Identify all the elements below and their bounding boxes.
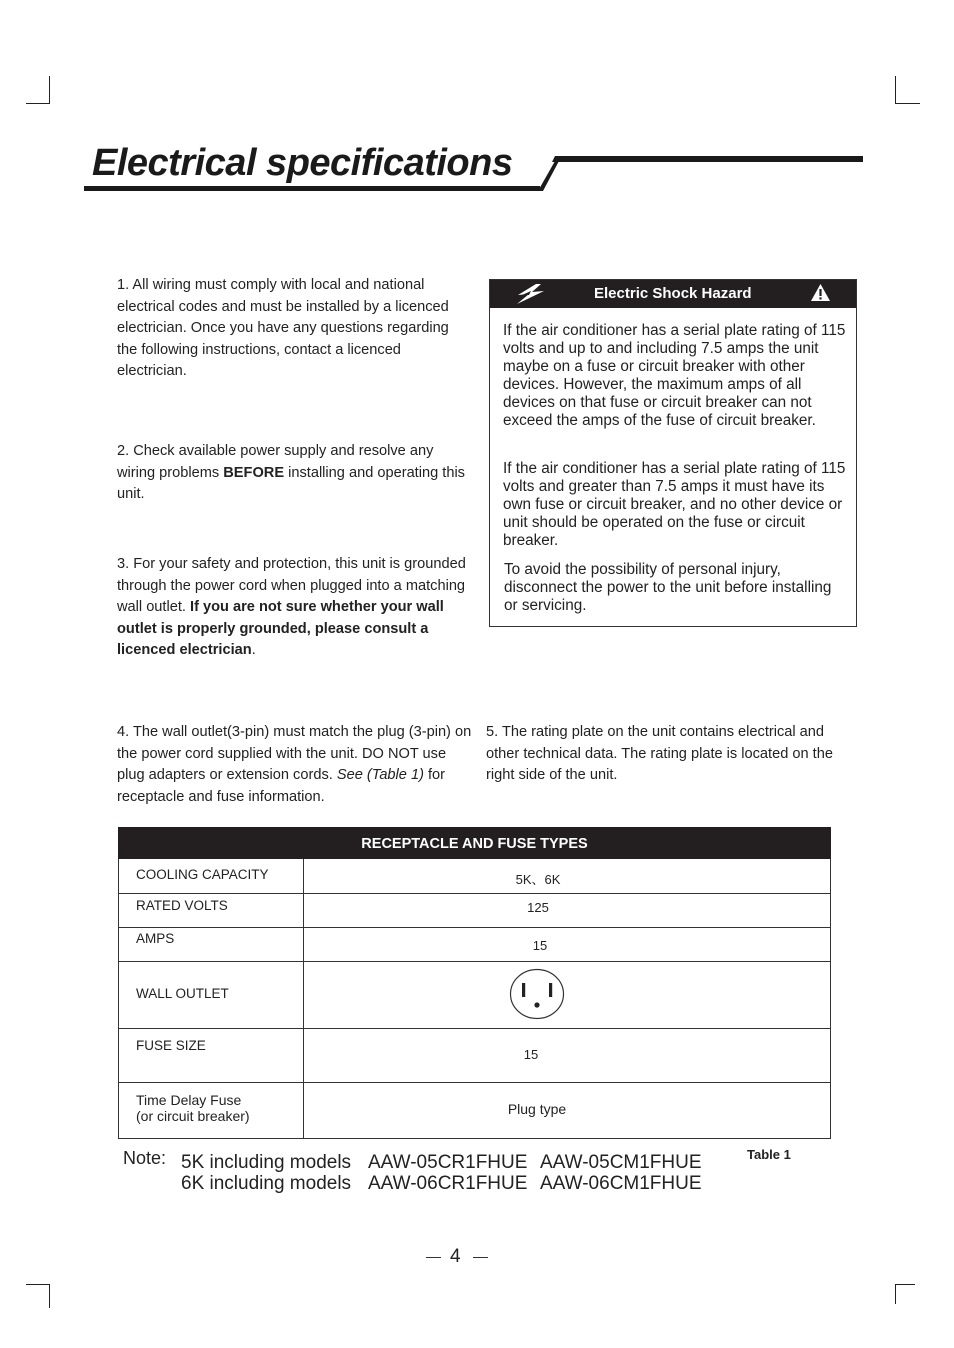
instruction-2-emphasis: BEFORE bbox=[223, 464, 285, 481]
table-row-value: Plug type bbox=[507, 1101, 567, 1117]
instruction-1-text: 1. All wiring must comply with local and national electrical codes and must be installed by a licenced electrician. Once you have any questions regarding the following instructions, contact a licenced electrician. bbox=[117, 277, 449, 379]
instruction-2-text: 2. Check available power supply and resolve any wiring problems bbox=[117, 443, 434, 481]
hazard-title: Electric Shock Hazard bbox=[594, 285, 752, 302]
table-caption: Table 1 bbox=[747, 1147, 791, 1162]
crop-mark-bottom-left-v bbox=[49, 1284, 50, 1308]
hazard-paragraph-1: If the air conditioner has a serial plate rating of 115 volts and up to and including 7.5 amps the unit maybe on a fuse or circuit breaker with other devices. However, the maximum amps of all devices on that fuse or circuit breaker can not exceed the amps of the fuse of circuit breaker. bbox=[503, 322, 846, 429]
table-row-line bbox=[118, 1028, 831, 1029]
electric-shock-hazard-box bbox=[489, 279, 857, 627]
table-row-value: 5K、6K bbox=[515, 872, 561, 887]
table-row-line bbox=[118, 961, 831, 962]
table-border-right bbox=[830, 859, 831, 1139]
table-row-label: FUSE SIZE bbox=[136, 1038, 206, 1053]
instruction-3 bbox=[117, 554, 467, 662]
table-row-label: COOLING CAPACITY bbox=[136, 867, 269, 882]
note-line-2-model-2: AAW-06CM1FHUE bbox=[540, 1173, 702, 1194]
receptacle-fuse-table bbox=[118, 827, 831, 1139]
crop-mark-top-left-h bbox=[26, 103, 50, 104]
crop-mark-bottom-right-h bbox=[895, 1284, 915, 1285]
table-row-value: 125 bbox=[527, 900, 549, 915]
instruction-4 bbox=[117, 722, 472, 808]
page-number: 4 bbox=[450, 1246, 461, 1267]
table-row-value: 15 bbox=[532, 938, 548, 953]
instruction-4-table-ref: See (Table 1) bbox=[336, 767, 424, 783]
crop-mark-bottom-right-v bbox=[895, 1284, 896, 1304]
note-label: Note: bbox=[123, 1148, 167, 1168]
page-number-dash-right bbox=[473, 1257, 488, 1258]
instruction-3-text: 3. For your safety and protection, this unit is grounded through the power cord when plugged into a matching wall outlet. bbox=[117, 556, 466, 615]
note-line-2-model-1: AAW-06CR1FHUE bbox=[368, 1173, 528, 1194]
lightning-bolt-icon bbox=[514, 283, 548, 305]
instruction-2-text-end: installing and operating this unit. bbox=[117, 464, 465, 502]
table-border-bottom bbox=[118, 1138, 831, 1139]
note-line-1-model-2: AAW-05CM1FHUE bbox=[540, 1152, 702, 1173]
instruction-3-emphasis: If you are not sure whether your wall outlet is properly grounded, please consult a licenced electrician bbox=[117, 599, 444, 658]
instruction-3-text-end: . bbox=[251, 642, 256, 658]
table-row-label: Time Delay Fuse bbox=[136, 1092, 242, 1108]
instruction-1 bbox=[117, 275, 467, 383]
instruction-4-text-end: for receptacle and fuse information. bbox=[117, 767, 446, 805]
note-line-2-prefix: 6K including models bbox=[181, 1173, 352, 1194]
table-row-line bbox=[118, 927, 831, 928]
instruction-5-text: 5. The rating plate on the unit contains electrical and other technical data. The rating plate is located on the right side of the unit. bbox=[486, 724, 833, 783]
crop-mark-top-right-v bbox=[895, 76, 896, 104]
crop-mark-top-right-h bbox=[895, 103, 920, 104]
table-title: RECEPTACLE AND FUSE TYPES bbox=[118, 827, 831, 859]
three-pin-outlet-icon bbox=[509, 968, 565, 1020]
table-row-value: 15 bbox=[523, 1047, 539, 1062]
instruction-2 bbox=[117, 441, 475, 506]
table-row-line bbox=[118, 1082, 831, 1083]
note-line-1-model-1: AAW-05CR1FHUE bbox=[368, 1152, 528, 1173]
table-row-line bbox=[118, 893, 831, 894]
hazard-paragraph-2: If the air conditioner has a serial plate rating of 115 volts and greater than 7.5 amps it must have its own fuse or circuit breaker, and no other device or unit should be operated on the fuse or circuit breaker. bbox=[503, 460, 846, 549]
page-title: Electrical specifications bbox=[92, 142, 513, 184]
table-column-divider bbox=[303, 859, 304, 1139]
note-line-1-prefix: 5K including models bbox=[181, 1152, 352, 1173]
warning-triangle-icon bbox=[810, 283, 831, 302]
instruction-5 bbox=[486, 722, 856, 787]
instruction-4-text: 4. The wall outlet(3-pin) must match the plug (3-pin) on the power cord supplied with the unit. DO NOT use plug adapters or extension cords. bbox=[117, 724, 472, 783]
table-row-label: (or circuit breaker) bbox=[136, 1108, 250, 1124]
crop-mark-top-left-v bbox=[49, 76, 50, 104]
hazard-header bbox=[490, 280, 856, 308]
table-row-label: WALL OUTLET bbox=[136, 986, 229, 1001]
table-border-left bbox=[118, 859, 119, 1139]
title-underline bbox=[84, 154, 864, 196]
hazard-paragraph-3: To avoid the possibility of personal injury, disconnect the power to the unit before installing or servicing. bbox=[504, 561, 832, 614]
table-row-label: AMPS bbox=[136, 931, 175, 946]
table-row-label: RATED VOLTS bbox=[136, 898, 228, 913]
page-number-dash-left bbox=[426, 1257, 441, 1258]
crop-mark-bottom-left-h bbox=[26, 1284, 50, 1285]
